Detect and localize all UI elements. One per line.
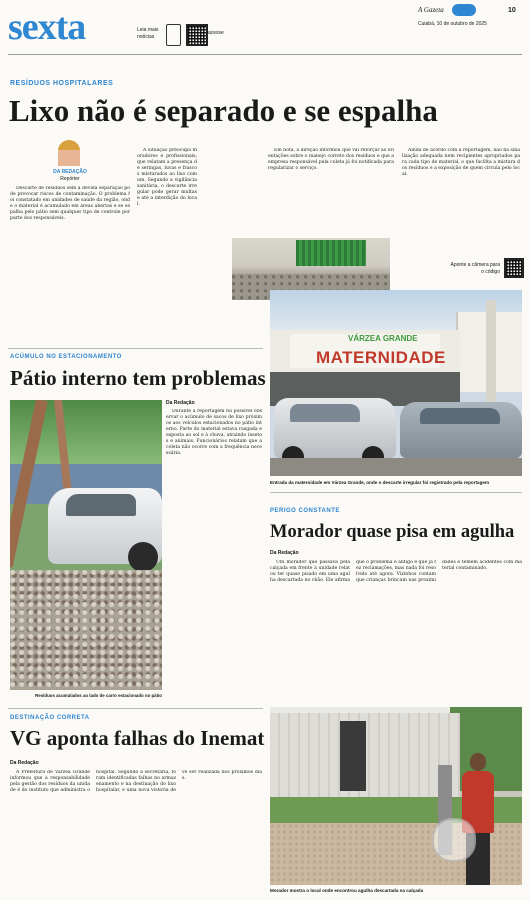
lead-paragraph: Ainda de acordo com a reportagem, não há sinalização adequada nem recipientes apropriados para cada tipo de material, o que facilita a mistura dos resíduos e a exposição de quem circula pelo local. <box>402 148 520 177</box>
qr-code-icon-2[interactable] <box>504 258 524 278</box>
section-rule <box>270 492 522 493</box>
section-rule <box>8 708 263 709</box>
promo-text-2 <box>208 30 248 37</box>
lead-kicker: RESÍDUOS HOSPITALARES <box>10 80 114 87</box>
promo-line: acesse <box>208 30 224 36</box>
courtyard-kicker: ACÚMULO NO ESTACIONAMENTO <box>10 354 122 360</box>
header-rule <box>8 54 522 55</box>
courtyard-paragraph: Durante a reportagem foi possível observar o acúmulo de sacos de lixo próximos aos veículos estacionados no pátio interno. Parte do material estava rasgada e exposta ao sol e à chuva, atraindo insetos e animais. Funcionários relatam que a coleta não ocorre com a frequência necessária. <box>166 409 262 456</box>
gazeta-logo-icon <box>452 4 476 16</box>
promo-line: notícias <box>137 33 155 40</box>
author-avatar <box>58 140 80 166</box>
needle-headline: Morador quase pisa em agulha <box>270 522 515 542</box>
courtyard-headline: Pátio interno tem problemas <box>10 366 266 390</box>
paper-name: A Gazeta <box>418 6 444 14</box>
courtyard-byline: Da Redação <box>166 400 195 406</box>
maternity-sign-top: VÁRZEA GRANDE <box>348 334 418 343</box>
courtyard-photo <box>10 400 162 690</box>
courtyard-caption: Resíduos acumulados ao lado de carro estacionado no pátio <box>35 693 162 698</box>
courtyard-body <box>166 409 262 705</box>
vg-byline: Da Redação <box>10 760 39 766</box>
vg-headline: VG aponta falhas do Inemat <box>10 726 265 750</box>
vg-paragraph: A Prefeitura de Várzea Grande informou que a responsabilidade pela gestão dos resíduos da unidade é do instituto que administra o hospital. Segundo a secretaria, foram identificadas falhas no armazenamento e na destinação do lixo hospitalar, e uma nova vistoria deve ser realizada nos próximos dias. <box>10 770 262 793</box>
vg-kicker: DESTINAÇÃO CORRETA <box>10 715 90 721</box>
lead-headline: Lixo não é separado e se espalha <box>9 93 438 128</box>
lead-paragraph: A situação preocupa moradores e profissionais, que relatam a presença de seringas, luvas e frascos misturados ao lixo comum. Segundo a vigilância sanitária, o descarte irregular pode gerar multas e até a interdição do local. <box>137 148 197 207</box>
lead-body-col3 <box>268 148 394 234</box>
qr-caption: Aponte a câmera para o código <box>450 262 500 275</box>
lead-paragraph: Em nota, a direção informou que vai reforçar as orientações sobre o manejo correto dos resíduos e que a empresa responsável pela coleta já foi notificada para regularizar o serviço. <box>268 148 394 171</box>
needle-caption: Morador mostra o local onde encontrou agulha descartada na calçada <box>270 888 424 893</box>
lead-body-col2 <box>137 148 197 334</box>
lead-body-col1 <box>10 186 130 334</box>
date-line: Cuiabá, 10 de outubro de 2025 <box>418 21 487 27</box>
page-number: 10 <box>508 7 516 14</box>
maternity-photo <box>270 290 522 476</box>
author-name: DA REDAÇÃO <box>53 169 87 175</box>
needle-paragraph: Um morador que passava pela calçada em frente à unidade relatou ter quase pisado em uma agulha descartada no chão. Ele afirma que o problema é antigo e que já fez reclamações, mas nada foi resolvido até agora. Vizinhos contam que crianças brincam nas proximidades e temem acidentes com material contaminado. <box>270 560 522 583</box>
needle-photo <box>270 707 522 885</box>
section-rule <box>8 348 263 349</box>
section-title: sexta <box>8 6 86 48</box>
needle-body <box>270 560 522 700</box>
needle-byline: Da Redação <box>270 550 299 556</box>
author-role: Repórter <box>60 176 80 182</box>
maternity-caption: Entrada da maternidade em Várzea Grande, onde o descarte irregular foi registrado pela reportagem <box>270 480 490 485</box>
lead-paragraph: Descarte de resíduos sem a devida separação pode provocar riscos de contaminação. O problema foi constatado em unidades de saúde da região, onde o material é acumulado em áreas abertas e se espalha pelo pátio sem qualquer tipo de controle por parte dos responsáveis. <box>10 186 130 221</box>
promo-text <box>137 27 161 40</box>
qr-code-icon[interactable] <box>186 24 208 46</box>
vg-body <box>10 770 262 892</box>
phone-icon <box>166 24 181 46</box>
promo-line: Leia mais <box>137 27 159 33</box>
maternity-sign: MATERNIDADE <box>316 348 446 367</box>
watermark-logo-icon <box>432 818 476 862</box>
needle-kicker: PERIGO CONSTANTE <box>270 508 340 514</box>
lead-body-col4 <box>402 148 520 248</box>
